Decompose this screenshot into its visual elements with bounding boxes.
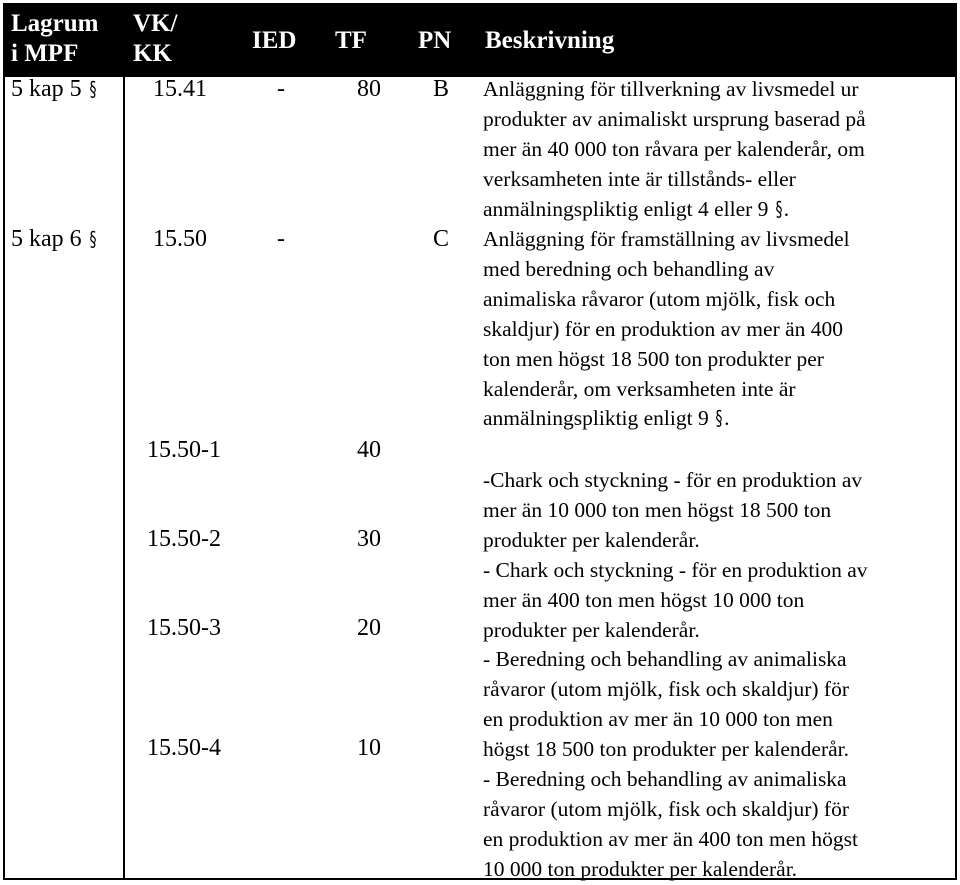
description-line: - Beredning och behandling av animaliska xyxy=(483,767,847,792)
row-1-lagrum-text: 5 kap 5 xyxy=(11,76,82,102)
row-2-description xyxy=(483,225,850,434)
description-line: en produktion av mer än 400 ton men högst xyxy=(483,826,858,851)
row-1-vk: 15.41 xyxy=(153,76,207,102)
description-line: -Chark och styckning - för en produktion av xyxy=(483,468,863,492)
description-line: Anläggning för tillverkning av livsmedel ur xyxy=(483,77,859,101)
header-beskrivning: Beskrivning xyxy=(485,27,615,54)
subrow-1-tf: 40 xyxy=(357,437,381,463)
subrow-2-tf: 30 xyxy=(357,526,381,552)
description-line: mer än 40 000 ton råvara per kalenderår, om xyxy=(483,136,865,161)
subrow-3-vk: 15.50-3 xyxy=(147,615,221,641)
description-line: verksamheten inte är tillstånds- eller xyxy=(483,166,796,191)
row-1-description xyxy=(483,75,866,225)
description-line: en produktion av mer än 10 000 ton men xyxy=(483,707,833,732)
subrow-4-tf: 10 xyxy=(357,735,381,761)
description-line: råvaror (utom mjölk, fisk och skaldjur) för xyxy=(483,796,850,821)
section-sign: § xyxy=(775,196,783,221)
row-1-ied: - xyxy=(277,76,285,102)
subrow-4-vk: 15.50-4 xyxy=(147,735,221,761)
description-line: med beredning och behandling av xyxy=(483,256,775,281)
description-line: ton men högst 18 500 ton produkter per xyxy=(483,346,824,371)
description-line: mer än 10 000 ton men högst 18 500 ton xyxy=(483,497,832,522)
regulation-table xyxy=(3,3,957,880)
row-2-pn: C xyxy=(433,226,450,252)
description-line: 10 000 ton produkter per kalenderår. xyxy=(483,856,798,881)
table-header xyxy=(5,5,955,77)
sub-descriptions xyxy=(483,466,868,885)
header-lagrum-line-1: Lagrum xyxy=(11,10,99,37)
row-2-vk: 15.50 xyxy=(153,226,207,252)
header-lagrum-line-2: i MPF xyxy=(11,40,79,67)
row-1-pn: B xyxy=(433,76,450,102)
description-line: mer än 400 ton men högst 10 000 ton xyxy=(483,587,805,612)
description-line: högst 18 500 ton produkter per kalenderår. xyxy=(483,737,850,762)
row-1-tf: 80 xyxy=(357,76,381,102)
description-line: kalenderår, om verksamheten inte är xyxy=(483,376,796,401)
description-line: Anläggning för framställning av livsmedel xyxy=(483,227,850,251)
description-line: - Chark och styckning - för en produktion av xyxy=(483,557,868,582)
header-tf: TF xyxy=(335,27,367,54)
description-line: - Beredning och behandling av animaliska xyxy=(483,647,847,672)
description-line: skaldjur) för en produktion av mer än 400 xyxy=(483,316,844,341)
header-pn: PN xyxy=(418,27,452,54)
section-sign: § xyxy=(89,227,97,251)
section-sign: § xyxy=(89,77,97,101)
column-divider xyxy=(123,77,125,878)
description-end: . xyxy=(783,196,790,221)
description-end: . xyxy=(724,406,730,431)
description-line: råvaror (utom mjölk, fisk och skaldjur) för xyxy=(483,677,850,702)
header-lagrum xyxy=(11,9,99,69)
row-2-lagrum-text: 5 kap 6 xyxy=(11,226,82,252)
row-2-ied: - xyxy=(277,226,285,252)
description-line: produkter av animaliskt ursprung baserad på xyxy=(483,106,866,131)
row-1-lagrum xyxy=(11,75,98,105)
header-vk xyxy=(133,9,177,69)
description-line xyxy=(483,404,850,434)
description-line-text: anmälningspliktig enligt 4 eller 9 xyxy=(483,196,769,221)
header-ied: IED xyxy=(252,27,297,54)
subrow-3-tf: 20 xyxy=(357,615,381,641)
subrow-2-vk: 15.50-2 xyxy=(147,526,221,552)
section-sign: § xyxy=(715,406,723,431)
header-vk-line-1: VK/ xyxy=(133,10,178,37)
description-line: animaliska råvaror (utom mjölk, fisk och xyxy=(483,286,836,311)
subrow-1-vk: 15.50-1 xyxy=(147,437,221,463)
description-line: produkter per kalenderår. xyxy=(483,527,700,552)
row-2-lagrum xyxy=(11,225,98,255)
description-line: produkter per kalenderår. xyxy=(483,617,700,642)
description-line-text: anmälningspliktig enligt 9 xyxy=(483,406,709,431)
description-line xyxy=(483,195,866,225)
header-vk-line-2: KK xyxy=(133,40,172,67)
